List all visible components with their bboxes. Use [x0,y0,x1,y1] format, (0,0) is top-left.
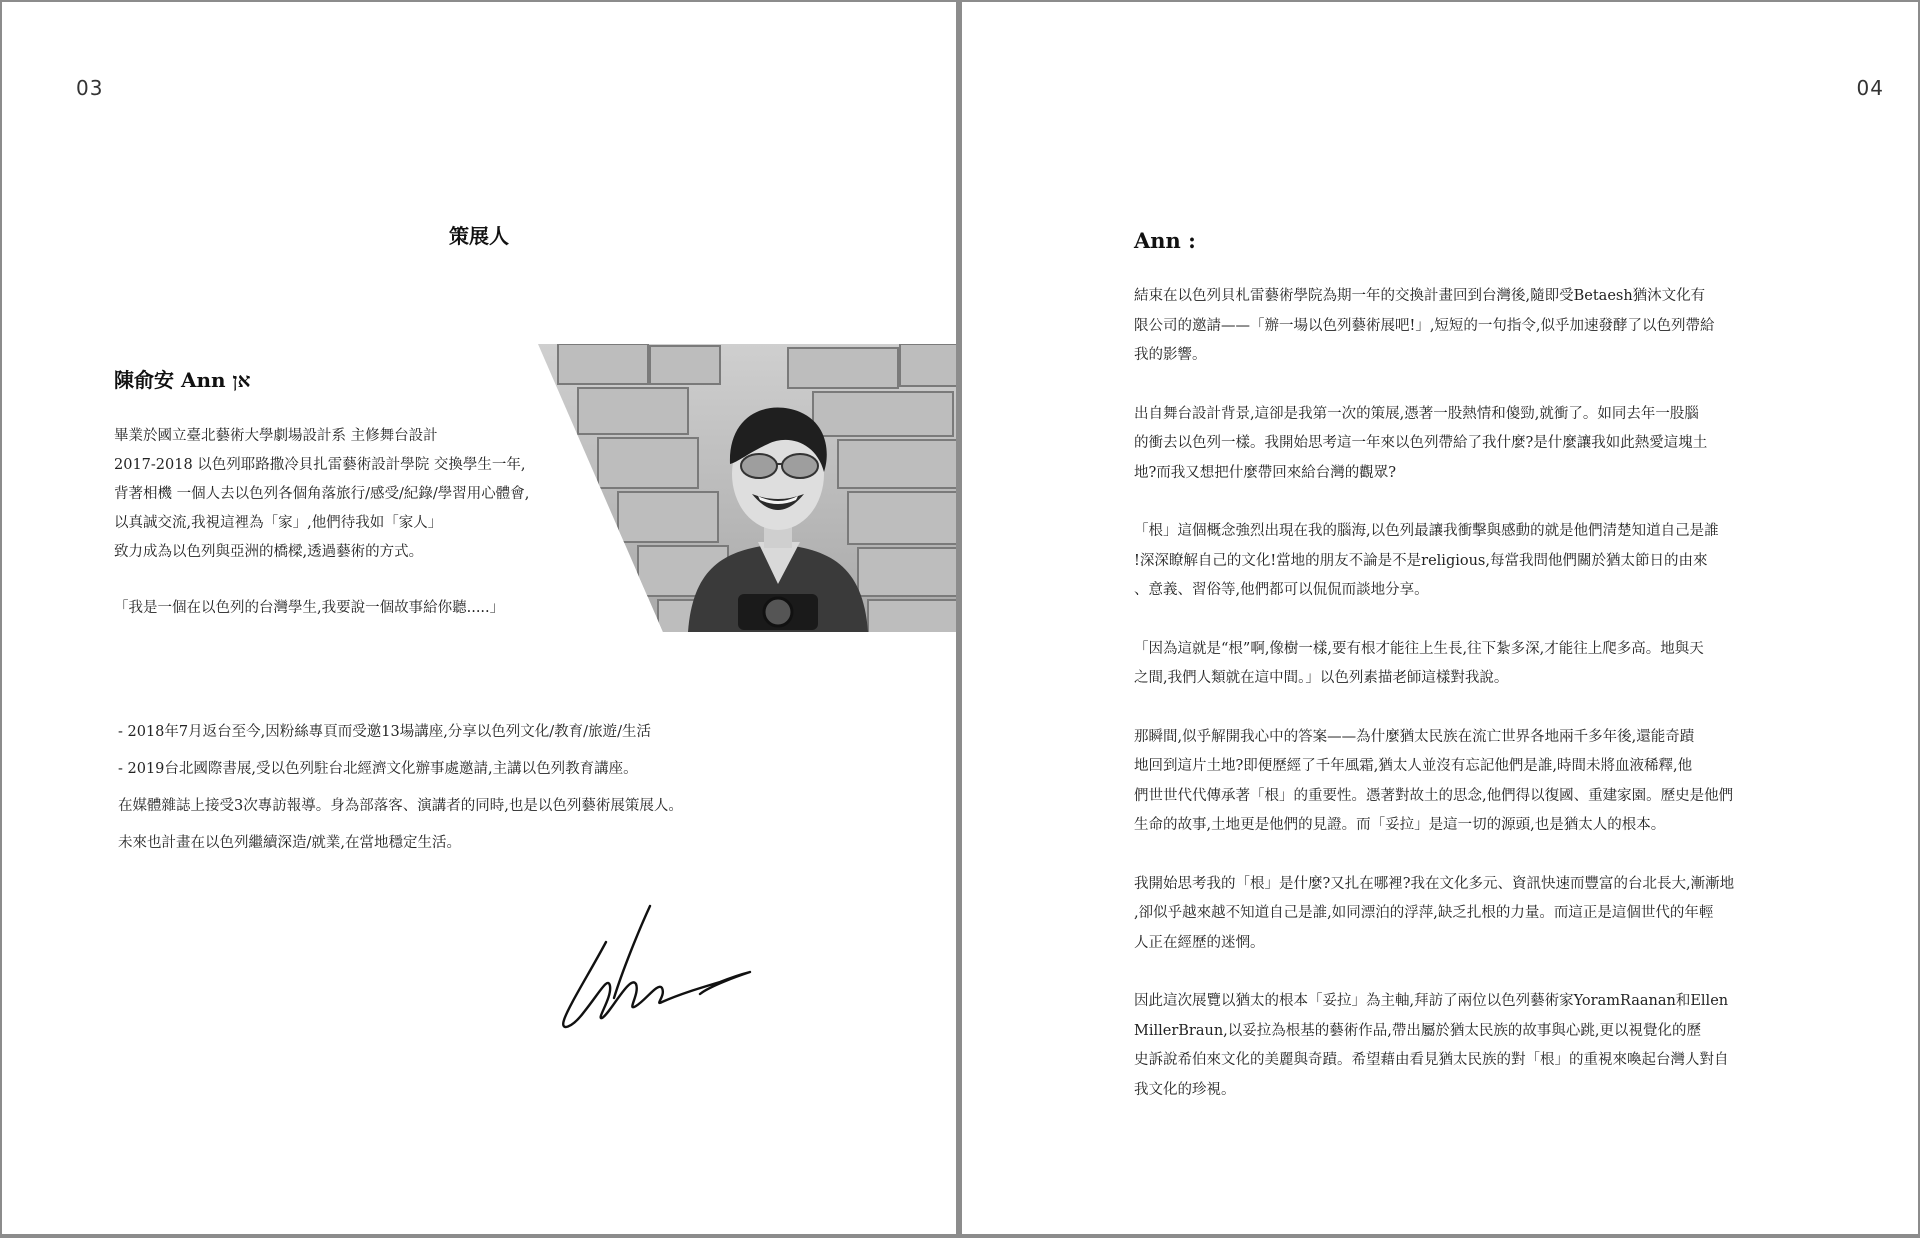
essay-line: 之間,我們人類就在這中間。」以色列素描老師這樣對我說。 [1134,670,1509,686]
essay-line: 「根」這個概念強烈出現在我的腦海,以色列最讓我衝擊與感動的就是他們清楚知道自己是誰 [1134,523,1719,539]
achievement-line: 未來也計畫在以色列繼續深造/就業,在當地穩定生活。 [118,835,461,851]
essay-line: 史訴說希伯來文化的美麗與奇蹟。希望藉由看見猶太民族的對「根」的重視來喚起台灣人對自 [1134,1052,1729,1068]
essay-line: 出自舞台設計背景,這卻是我第一次的策展,憑著一股熱情和傻勁,就衝了。如同去年一股腦 [1134,405,1699,422]
essay-line: 生命的故事,土地更是他們的見證。而「妥拉」是這一切的源頭,也是猶太人的根本。 [1134,817,1666,833]
right-page [962,2,1918,1234]
essay-line: 們世世代代傳承著「根」的重要性。憑著對故土的思念,他們得以復國、重建家園。歷史是他們 [1134,787,1734,804]
essay-line: 地?而我又想把什麼帶回來給台灣的觀眾? [1134,464,1397,481]
essay-heading: Ann : [1134,228,1196,253]
essay-line: 的衝去以色列一樣。我開始思考這一年來以色列帶給了我什麼?是什麼讓我如此熱愛這塊土 [1134,435,1708,451]
essay-paragraph [1134,635,1754,694]
curator-photo [538,344,956,632]
bio-line: 背著相機 一個人去以色列各個角落旅行/感受/紀錄/學習用心體會, [114,486,530,502]
essay-line: 地回到這片土地?即便歷經了千年風霜,猶太人並沒有忘記他們是誰,時間未將血液稀釋,他 [1134,758,1693,774]
curator-quote: 「我是一個在以色列的台灣學生,我要說一個故事給你聽.....」 [114,600,505,616]
essay-body [1134,282,1754,1134]
essay-line: 那瞬間,似乎解開我心中的答案——為什麼猶太民族在流亡世界各地兩千多年後,還能奇蹟 [1134,728,1695,745]
bio-line: 以真誠交流,我視這裡為「家」,他們待我如「家人」 [114,515,443,531]
essay-line: 我開始思考我的「根」是什麼?又扎在哪裡?我在文化多元、資訊快速而豐富的台北長大,漸漸地 [1134,875,1735,892]
essay-paragraph [1134,400,1754,489]
bio-line: 2017-2018 以色列耶路撒冷貝扎雷藝術設計學院 交換學生一年, [114,457,526,473]
essay-line: ,卻似乎越來越不知道自己是誰,如同漂泊的浮萍,缺乏扎根的力量。而這正是這個世代的年輕 [1134,905,1714,921]
achievement-line: - 2018年7月返台至今,因粉絲專頁而受邀13場講座,分享以色列文化/教育/旅遊/生活 [118,724,651,740]
essay-line: 我的影響。 [1134,347,1207,363]
curator-name: 陳俞安 Ann אן [114,368,251,392]
achievement-line: - 2019台北國際書展,受以色列駐台北經濟文化辦事處邀請,主講以色列教育講座。 [118,761,638,777]
essay-line: 限公司的邀請——「辦一場以色列藝術展吧!」,短短的一句指令,似乎加速發酵了以色列帶給 [1134,317,1715,334]
essay-line: 、意義、習俗等,他們都可以侃侃而談地分享。 [1134,582,1429,598]
achievement-line: 在媒體雜誌上接受3次專訪報導。身為部落客、演講者的同時,也是以色列藝術展策展人。 [118,798,683,814]
essay-line: 人正在經歷的迷惘。 [1134,934,1265,951]
essay-line: 「因為這就是“根”啊,像樹一樣,要有根才能往上生長,往下紮多深,才能往上爬多高。地與天 [1134,640,1704,657]
essay-line: 我文化的珍視。 [1134,1081,1236,1098]
signature-image [550,902,770,1042]
essay-paragraph [1134,282,1754,371]
essay-line: 結束在以色列貝札雷藝術學院為期一年的交換計畫回到台灣後,隨即受Betaesh猶沐文化有 [1134,288,1706,304]
curator-bio [114,422,529,567]
essay-line: !深深瞭解自己的文化!當地的朋友不論是不是religious,每當我問他們關於猶太節日的由來 [1134,552,1708,569]
essay-paragraph [1134,723,1754,841]
essay-paragraph [1134,987,1754,1105]
bio-line: 畢業於國立臺北藝術大學劇場設計系 主修舞台設計 [114,428,438,444]
left-page [2,2,956,1234]
essay-line: MillerBraun,以妥拉為根基的藝術作品,帶出屬於猶太民族的故事與心跳,更以視覺化的歷 [1134,1022,1702,1039]
essay-paragraph [1134,517,1754,606]
page-number-left: 03 [76,76,104,100]
curator-achievements [118,714,683,862]
bio-line: 致力成為以色列與亞洲的橋樑,透過藝術的方式。 [114,544,424,560]
essay-paragraph [1134,870,1754,959]
section-title: 策展人 [449,224,509,248]
photo-image [538,344,956,632]
essay-line: 因此這次展覽以猶太的根本「妥拉」為主軸,拜訪了兩位以色列藝術家YoramRaanan和Ellen [1134,993,1729,1009]
page-number-right: 04 [1856,76,1884,100]
